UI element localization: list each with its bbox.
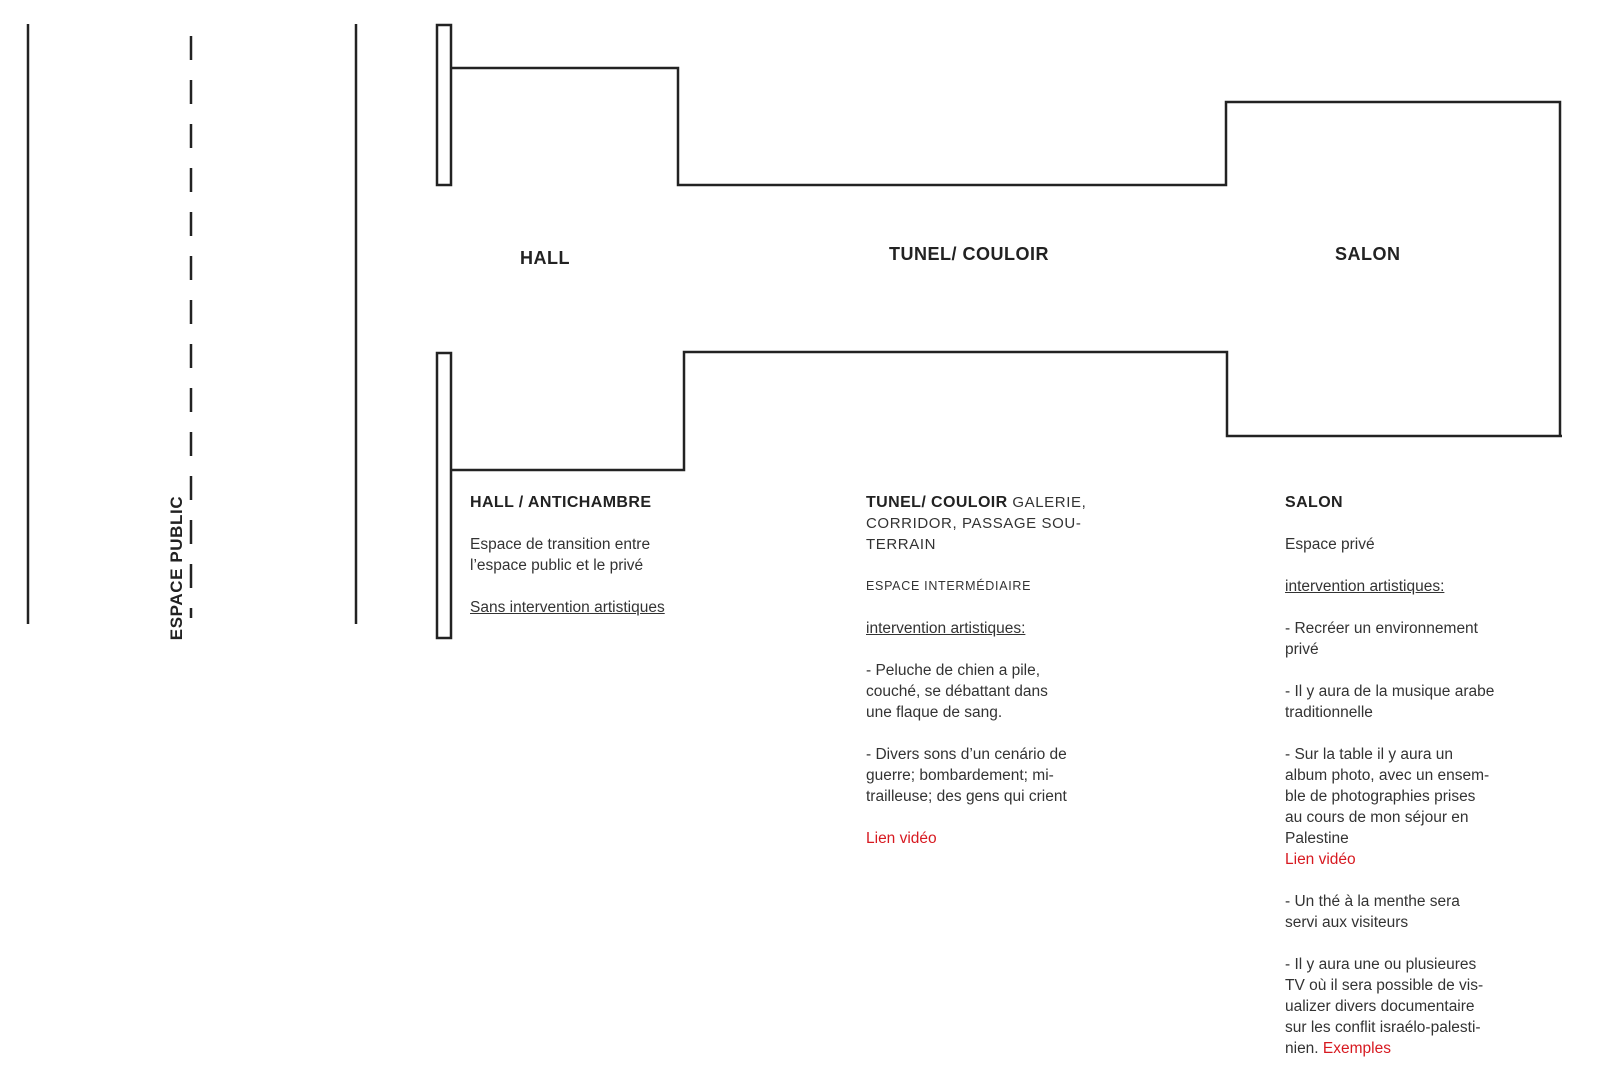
hall-description: [470, 492, 730, 618]
salon-interventions-heading: intervention artistiques:: [1285, 578, 1445, 595]
salon-item-line: nien.: [1285, 1040, 1323, 1057]
salon-title: SALON: [1285, 494, 1343, 511]
salon-description: [1285, 492, 1535, 1059]
salon-item-line: traditionnelle: [1285, 704, 1373, 721]
tunnel-item-line: couché, se débattant dans: [866, 683, 1048, 700]
tunnel-description: [866, 492, 1106, 849]
door-top: [437, 25, 451, 185]
tunnel-item-line: une flaque de sang.: [866, 704, 1003, 721]
hall-note: Sans intervention artistiques: [470, 599, 665, 616]
salon-item-line: Palestine: [1285, 830, 1349, 847]
hall-description-line: l’espace public et le privé: [470, 557, 644, 574]
tunnel-subtitle: GALERIE,: [1007, 494, 1087, 511]
salon-item-line: - Sur la table il y aura un: [1285, 746, 1454, 763]
salon-examples-link[interactable]: Exemples: [1322, 1040, 1391, 1057]
tunnel-subtitle: CORRIDOR, PASSAGE SOU-: [866, 515, 1082, 532]
salon-item-line: ualizer divers documentaire: [1285, 998, 1475, 1015]
tunnel-title: TUNEL/ COULOIR: [866, 494, 1008, 511]
salon-item-line: - Un thé à la menthe sera: [1285, 893, 1460, 910]
salon-item-line: TV où il sera possible de vis-: [1285, 977, 1484, 994]
salon-item-line: - Il y aura une ou plusieures: [1285, 956, 1477, 973]
tunnel-item-line: trailleuse; des gens qui crient: [866, 788, 1067, 805]
salon-label: SALON: [1335, 244, 1401, 264]
salon-description-line: Espace privé: [1285, 536, 1375, 553]
tunnel-item-line: - Divers sons d’un cenário de: [866, 746, 1067, 763]
tunnel-item-line: guerre; bombardement; mi-: [866, 767, 1054, 784]
lower-wall: [451, 352, 1562, 470]
public-space-label: ESPACE PUBLIC: [167, 495, 186, 641]
door-bottom: [437, 353, 451, 638]
hall-label: HALL: [520, 248, 570, 268]
salon-item-line: sur les conflit israélo-palesti-: [1285, 1019, 1481, 1036]
salon-item-line: au cours de mon séjour en: [1285, 809, 1469, 826]
salon-item-line: servi aux visiteurs: [1285, 914, 1409, 931]
tunnel-subtitle: TERRAIN: [866, 536, 937, 553]
tunnel-label: TUNEL/ COULOIR: [889, 244, 1049, 264]
salon-item-line: - Il y aura de la musique arabe: [1285, 683, 1495, 700]
salon-item-line: ble de photographies prises: [1285, 788, 1476, 805]
tunnel-interventions-heading: intervention artistiques:: [866, 620, 1026, 637]
tunnel-item-line: - Peluche de chien a pile,: [866, 662, 1041, 679]
hall-title: HALL / ANTICHAMBRE: [470, 494, 652, 511]
salon-item-line: album photo, avec un ensem-: [1285, 767, 1490, 784]
hall-description-line: Espace de transition entre: [470, 536, 651, 553]
salon-item-line: - Recréer un environnement: [1285, 620, 1478, 637]
tunnel-video-link[interactable]: Lien vidéo: [866, 830, 937, 847]
salon-item-line: privé: [1285, 641, 1319, 658]
salon-video-link[interactable]: Lien vidéo: [1285, 851, 1356, 868]
tunnel-kind: ESPACE INTERMÉDIAIRE: [866, 579, 1032, 593]
